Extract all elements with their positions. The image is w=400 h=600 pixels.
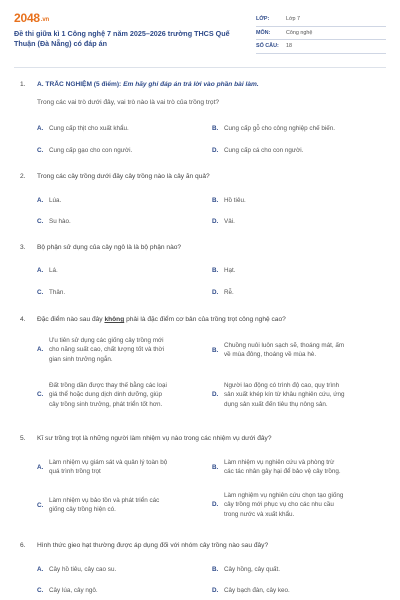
option-text: Cây lúa, cây ngô.	[49, 587, 98, 594]
option-letter: C.	[37, 501, 44, 509]
meta-label: MÔN:	[256, 29, 271, 36]
option-text: Cây hồng, cây quất.	[224, 566, 281, 573]
option-letter: D.	[212, 218, 219, 225]
option-text	[224, 458, 341, 477]
option-letter: A.	[37, 346, 44, 354]
option-letter: B.	[212, 566, 219, 573]
question-text: Hình thức gieo hạt thường được áp dụng đối với nhóm cây trồng nào sau đây?	[37, 542, 269, 549]
option-text: Lá.	[49, 267, 58, 274]
option-line: giá thể hoặc dung dịch dinh dưỡng, giúp	[49, 391, 163, 399]
question-4	[20, 315, 386, 324]
meta-info	[256, 13, 386, 63]
option-letter: D.	[212, 587, 219, 594]
option-text: Su hào.	[49, 218, 71, 225]
question-number: 1.	[20, 81, 26, 88]
option-letter: A.	[37, 267, 44, 274]
option-d[interactable]	[212, 491, 387, 519]
option-d[interactable]	[212, 146, 303, 155]
option-line: Đất trồng dần được thay thế bằng các loại	[49, 382, 167, 389]
option-letter: C.	[37, 587, 44, 594]
question-text: Trong các cây trồng dưới đây cây trồng nào là cây ăn quả?	[37, 173, 210, 180]
header-left	[14, 11, 244, 63]
option-text	[224, 491, 343, 519]
question-2	[20, 172, 386, 181]
option-c[interactable]	[37, 586, 98, 595]
option-text: Cung cấp thịt cho xuất khẩu.	[49, 125, 129, 132]
option-letter: D.	[212, 289, 219, 296]
option-letter: C.	[37, 218, 44, 225]
option-letter: A.	[37, 566, 44, 573]
option-d[interactable]	[212, 217, 235, 226]
option-text: Hạt.	[224, 267, 236, 274]
option-c[interactable]	[37, 381, 207, 409]
option-a[interactable]	[37, 124, 129, 133]
option-letter: B.	[212, 346, 219, 354]
option-d[interactable]	[212, 586, 290, 595]
option-line: sản xuất khép kín từ khâu nghiên cứu, ứng	[224, 391, 345, 399]
option-text: Lúa.	[49, 197, 62, 204]
question-text: Kĩ sư trồng trọt là những người làm nhiệm vụ nào trong các nhiệm vụ dưới đây?	[37, 435, 272, 442]
page-title: Đề thi giữa kì 1 Công nghệ 7 năm 2025–2026 trường THCS Quế Thuận (Đà Nẵng) có đáp án	[14, 29, 230, 48]
option-text	[49, 336, 164, 364]
option-line: các tác nhân gây hại để bảo vệ cây trồng.	[224, 468, 341, 476]
option-text: Cây bạch đàn, cây keo.	[224, 587, 290, 594]
option-letter: B.	[212, 267, 219, 274]
option-text: Rễ.	[224, 289, 234, 296]
question-text: Bộ phận sử dụng của cây ngô là là bộ phận nào?	[37, 244, 182, 251]
question-number: 2.	[20, 173, 26, 180]
option-c[interactable]	[37, 146, 132, 155]
option-line: trong nước và xuất khẩu.	[224, 510, 295, 518]
meta-label: LỚP:	[256, 16, 270, 23]
option-letter: A.	[37, 463, 44, 471]
question-1-heading	[20, 80, 386, 89]
option-text: Thân.	[49, 289, 66, 296]
option-letter: B.	[212, 463, 219, 471]
option-text	[224, 381, 344, 409]
option-letter: D.	[212, 147, 219, 154]
question-number: 4.	[20, 316, 26, 323]
option-d[interactable]	[212, 381, 387, 409]
option-line: cây trồng mới phục vụ cho các nhu cầu	[224, 501, 334, 509]
section-title-text: A. TRẮC NGHIỆM (5 điểm):	[37, 81, 122, 88]
header	[14, 0, 386, 63]
option-b[interactable]	[212, 565, 280, 574]
logo-text: 2048	[14, 11, 40, 25]
option-text: Cung cấp gạo cho con người.	[49, 147, 133, 154]
option-a[interactable]	[37, 196, 61, 205]
option-c[interactable]	[37, 496, 207, 515]
option-line: về mùa đông, thoáng về mùa hè.	[224, 351, 317, 359]
option-line: Làm nhiệm vụ nghiên cứu và phòng trừ	[224, 459, 335, 466]
option-line: Người lao động có trình độ cao, quy trình	[224, 382, 340, 389]
question-6	[20, 541, 386, 550]
meta-value: 18	[286, 43, 292, 50]
option-text: Vải.	[224, 218, 235, 225]
question-emphasis: không	[104, 316, 125, 323]
option-b[interactable]	[212, 124, 335, 133]
option-line: cây trồng sinh trưởng, phát triển tốt hơn.	[49, 400, 163, 408]
option-line: gian sinh trưởng ngắn.	[49, 355, 113, 363]
option-text: Hồ tiêu.	[224, 197, 246, 204]
question-text: Trong các vai trò dưới đây, vai trò nào là vai trò của trồng trọt?	[37, 99, 220, 106]
option-letter: B.	[212, 125, 219, 132]
meta-value: Công nghệ	[286, 29, 313, 36]
meta-row-subject	[256, 27, 386, 41]
option-text	[49, 458, 167, 477]
option-text: Cây hồ tiêu, cây cao su.	[49, 566, 117, 573]
option-letter: A.	[37, 125, 44, 132]
option-letter: A.	[37, 197, 44, 204]
meta-label: SỐ CÂU:	[256, 43, 279, 50]
question-5	[20, 434, 386, 443]
section-instruction: Em hãy ghi đáp án trả lời vào phần bài làm.	[123, 81, 259, 88]
question-number: 3.	[20, 244, 26, 251]
logo-suffix: .vn	[40, 17, 49, 23]
question-text-part: Đặc điểm nào sau đây	[37, 316, 105, 323]
header-divider	[14, 67, 386, 68]
option-a[interactable]	[37, 458, 207, 477]
option-letter: B.	[212, 197, 219, 204]
option-letter: C.	[37, 289, 44, 296]
option-text	[49, 381, 167, 409]
option-b[interactable]	[212, 196, 246, 205]
option-letter: D.	[212, 501, 219, 509]
meta-value: Lớp 7	[286, 16, 301, 23]
option-letter: C.	[37, 147, 44, 154]
site-logo[interactable]	[14, 11, 244, 25]
option-c[interactable]	[37, 288, 65, 297]
question-number: 6.	[20, 542, 26, 549]
question-3	[20, 243, 386, 252]
option-text	[224, 341, 344, 360]
option-letter: D.	[212, 391, 219, 399]
option-line: Ưu tiên sử dụng các giống cây trồng mới	[49, 337, 164, 344]
option-c[interactable]	[37, 217, 71, 226]
option-line: dụng sản xuất đến tiêu thụ nông sản.	[224, 400, 328, 408]
meta-row-count	[256, 40, 386, 54]
section-title	[37, 80, 259, 89]
option-b[interactable]	[212, 341, 382, 360]
option-a[interactable]	[37, 266, 58, 275]
option-a[interactable]	[37, 565, 116, 574]
question-number: 5.	[20, 435, 26, 442]
option-b[interactable]	[212, 458, 387, 477]
option-a[interactable]	[37, 336, 207, 364]
question-text	[37, 315, 286, 324]
option-text	[49, 496, 159, 515]
meta-row-class	[256, 13, 386, 27]
question-text-part: phải là đặc điểm cơ bản của trồng trọt công nghệ cao?	[124, 316, 286, 323]
option-d[interactable]	[212, 288, 234, 297]
option-line: quá trình trồng trọt	[49, 468, 101, 476]
option-line: Làm nghiệm vụ nghiên cứu chọn tạo giống	[224, 492, 344, 499]
option-b[interactable]	[212, 266, 236, 275]
option-line: Làm nhiệm vụ bảo tồn và phát triển các	[49, 497, 160, 504]
option-text: Cung cấp gỗ cho công nghiệp chế biến.	[224, 125, 335, 132]
option-line: Chuồng nuôi luôn sạch sẽ, thoáng mát, ấm	[224, 342, 345, 349]
option-line: cho năng suất cao, chất lượng tốt và thời	[49, 346, 165, 354]
option-line: Làm nhiệm vụ giám sát và quản lý toàn bộ	[49, 459, 168, 466]
option-line: giống cây trồng hiện có.	[49, 506, 116, 514]
option-letter: C.	[37, 391, 44, 399]
option-text: Cung cấp cá cho con người.	[224, 147, 304, 154]
